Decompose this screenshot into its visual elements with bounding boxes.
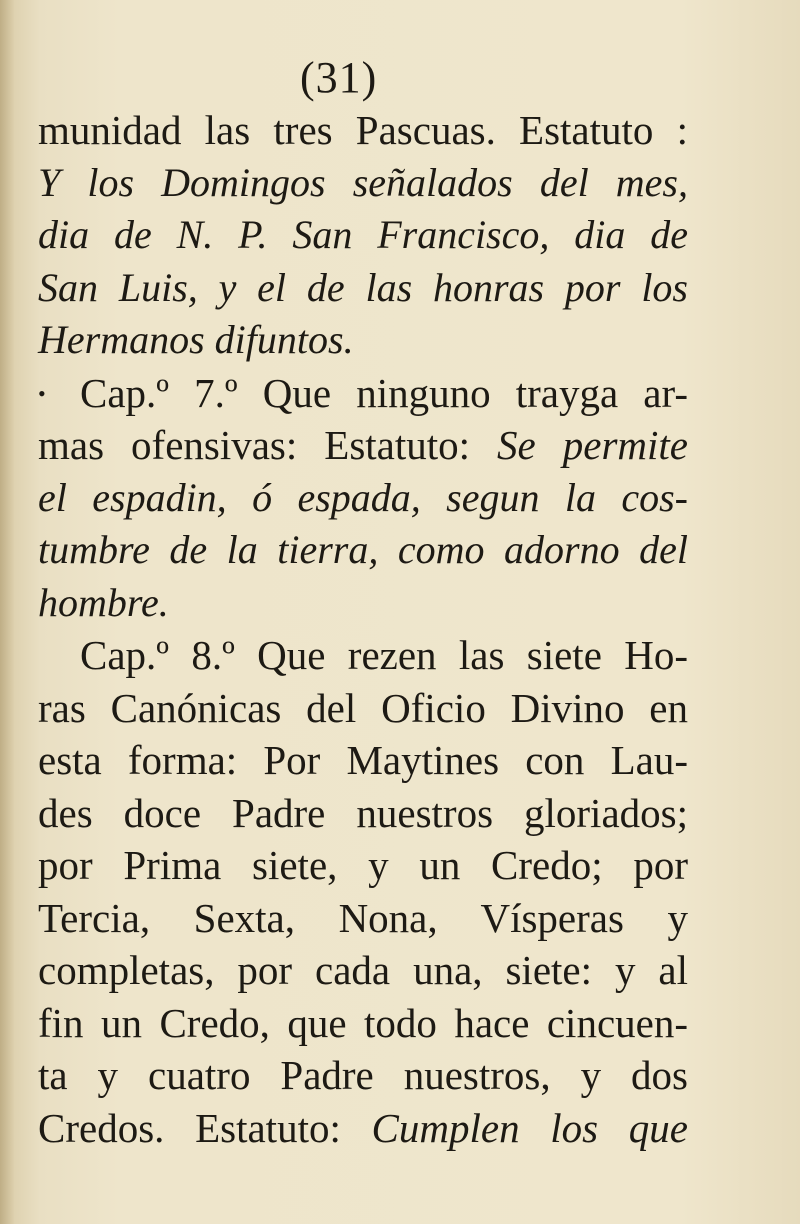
text-line: por Prima siete, y un Credo; por (38, 842, 688, 888)
text-line: Y los Domingos señalados del mes, (38, 159, 688, 205)
text-line: Credos. Estatuto: Cumplen los que (38, 1104, 689, 1151)
body-text (38, 104, 688, 1154)
text-line: mas ofensivas: Estatuto: Se permite (38, 422, 688, 468)
text-line: esta forma: Por Maytines con Lau- (38, 737, 688, 783)
text-line: Hermanos difuntos. (38, 317, 354, 362)
page-spine-shadow (0, 0, 14, 1224)
text-line: Tercia, Sexta, Nona, Vísperas y (38, 894, 688, 941)
text-line: dia de N. P. San Francisco, dia de (38, 212, 688, 257)
text-line: Cap.º 8.º Que rezen las siete Ho- (80, 632, 688, 678)
text-line: San Luis, y el de las honras por los (38, 264, 688, 310)
text-line: ta y cuatro Padre nuestros, y dos (38, 1052, 688, 1098)
text-line: el espadin, ó espada, segun la cos- (38, 474, 688, 520)
text-line: fin un Credo, que todo hace cincuen- (38, 999, 688, 1046)
bullet-mark: • (38, 380, 46, 406)
text-line: ras Canónicas del Oficio Divino en (38, 684, 688, 731)
text-line: tumbre de la tierra, como adorno del (38, 527, 688, 572)
text-line: completas, por cada una, siete: y al (38, 947, 688, 993)
text-line: hombre. (38, 579, 169, 625)
text-line: des doce Padre nuestros gloriados; (38, 789, 688, 836)
page-number: (31) (300, 53, 378, 102)
text-line: • Cap.º 7.º Que ninguno trayga ar- (38, 367, 688, 420)
text-line: munidad las tres Pascuas. Estatuto : (38, 107, 688, 153)
